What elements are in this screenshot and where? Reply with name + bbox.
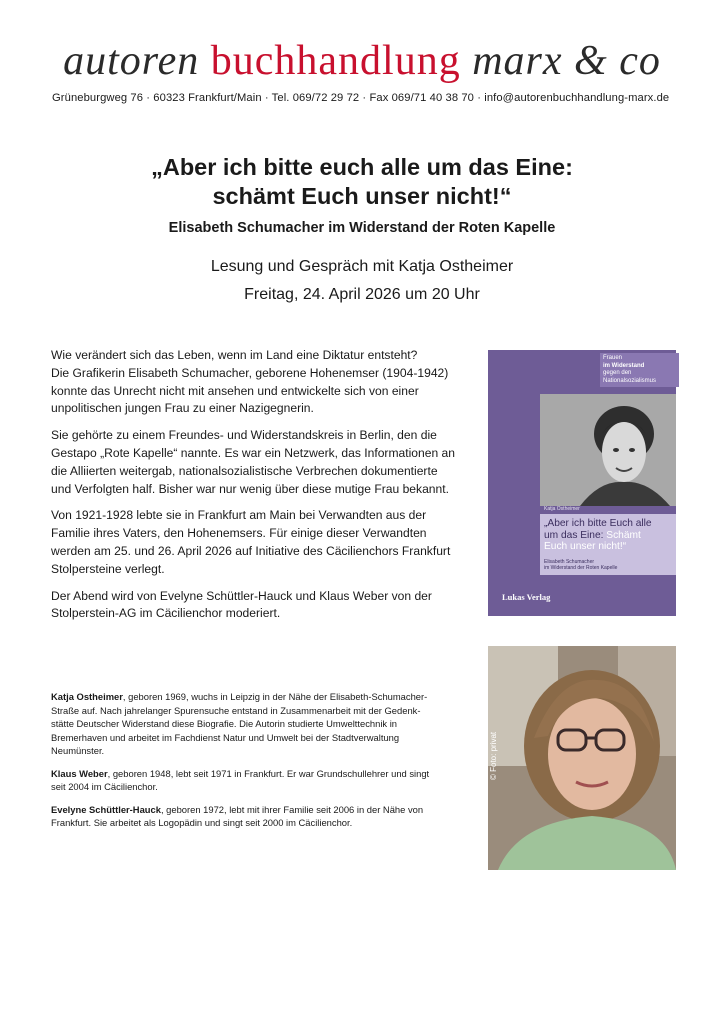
store-address: Grüneburgweg 76 · 60323 Frankfurt/Main · Tel. 069/72 29 72 · Fax 069/71 40 38 70 · info@autorenbuchhandlung-marx.de xyxy=(52,92,670,104)
text-line: Der Abend wird von Evelyne Schüttler-Hauck und Klaus Weber von der xyxy=(51,588,432,603)
bio-klaus-weber xyxy=(51,767,451,794)
bio-name: Evelyne Schüttler-Hauck xyxy=(51,803,161,815)
event-date: Freitag, 24. April 2026 um 20 Uhr xyxy=(244,286,480,303)
text-line: die Alliierten weitergab, nationalsozialistische Verbrechen dokumentierte xyxy=(51,463,438,478)
text-line: stätte Deutscher Widerstand diese Biografie. Die Autorin studierte Umwelttechnik in xyxy=(51,718,397,729)
text-line: Die Grafikerin Elisabeth Schumacher, geborene Hohenemser (1904-1942) xyxy=(51,365,449,380)
logo-part-buchhandlung: buchhandlung xyxy=(210,38,461,84)
portrait-photo-elisabeth xyxy=(540,394,676,506)
bio-name: Katja Ostheimer xyxy=(51,691,123,702)
cover-subtitle-line: im Widerstand der Roten Kapelle xyxy=(544,565,618,571)
cover-title-line: „Aber ich bitte Euch alle xyxy=(544,518,652,529)
text-line: Stolpersteine verlegt. xyxy=(51,561,165,576)
paragraph-moderation xyxy=(51,588,471,624)
text-line: Wie verändert sich das Leben, wenn im Land eine Diktatur entsteht? xyxy=(51,348,418,362)
bio-evelyne-schuettler-hauck xyxy=(51,803,451,830)
series-line: Frauen xyxy=(603,355,623,361)
text-line: seit 2004 im Cäcilienchor. xyxy=(51,781,158,792)
text-line: konnte das Unrecht nicht mit ansehen und entwickelte sich von einer xyxy=(51,383,419,398)
portrait-illustration xyxy=(540,394,676,506)
logo-part-autoren: autoren xyxy=(63,38,200,84)
bio-name: Klaus Weber xyxy=(51,767,108,779)
event-format: Lesung und Gespräch mit Katja Ostheimer xyxy=(210,258,514,275)
text-line: Familie ihres Vaters, den Hohenemsers. Für einige dieser Verwandten xyxy=(51,526,427,541)
text-line: Straße auf. Nach jahrelanger Spurensuche entstand in Zusammenarbeit mit der Gedenk- xyxy=(51,704,421,716)
cover-subtitle xyxy=(544,559,672,571)
text-line: Gestapo „Rote Kapelle“ nannte. Es war ein Netzwerk, das Informationen an xyxy=(51,445,456,460)
text-line: Neumünster. xyxy=(51,745,105,756)
event-description xyxy=(51,347,471,632)
text-line: Stolperstein-AG im Cäcilienchor moderiert. xyxy=(51,606,281,621)
event-title-line-2: schämt Euch unser nicht!“ xyxy=(212,183,512,209)
event-title xyxy=(0,153,724,211)
cover-title-highlight: Euch unser nicht!“ xyxy=(544,541,627,552)
paragraph-intro xyxy=(51,347,471,418)
book-cover xyxy=(488,350,676,616)
photo-credit: © Foto: privat xyxy=(489,731,498,780)
cover-subtitle-line: Elisabeth Schumacher xyxy=(544,559,595,565)
publisher-label: Lukas Verlag xyxy=(502,592,551,602)
cover-author: Katja Ostheimer xyxy=(544,506,580,512)
text-line: Sie gehörte zu einem Freundes- und Widerstandskreis in Berlin, den die xyxy=(51,428,437,443)
event-subtitle: Elisabeth Schumacher im Widerstand der Roten Kapelle xyxy=(168,220,556,236)
logo-part-marx: marx & co xyxy=(472,38,661,84)
author-photo xyxy=(488,646,676,870)
paragraph-frankfurt xyxy=(51,507,471,578)
biographies xyxy=(51,690,451,839)
text-line: Frankfurt. Sie arbeitet als Logopädin und singt seit 2000 im Cäcilienchor. xyxy=(51,817,353,828)
cover-title-highlight: Schämt xyxy=(606,529,641,541)
series-label xyxy=(600,353,679,387)
text-line: , geboren 1948, lebt seit 1971 in Frankfurt. Er war Grundschullehrer und singt xyxy=(107,767,430,779)
cover-title-box xyxy=(540,514,676,575)
series-line: Nationalsozialismus xyxy=(603,377,657,384)
event-title-line-1: „Aber ich bitte euch alle um das Eine: xyxy=(151,154,573,180)
series-line: gegen den xyxy=(603,370,632,376)
text-line: und Verfolgten half. Bisher war nur wenig über diese mutige Frau bekannt. xyxy=(51,481,449,496)
text-line: Bremerhaven und arbeitet im Fachdienst Natur und Umwelt bei der Stadtverwaltung xyxy=(51,731,400,743)
text-line: werden am 25. und 26. April 2026 auf Initiative des Cäcilienchors Frankfurt xyxy=(51,543,451,558)
text-line: , geboren 1972, lebt mit ihrer Familie seit 2006 in der Nähe von xyxy=(160,803,424,815)
cover-title-line: um das Eine: xyxy=(544,529,607,541)
text-line: unpolitischen jungen Frau zu einer Nazigegnerin. xyxy=(51,401,314,416)
bio-katja-ostheimer xyxy=(51,690,451,758)
author-photo-illustration xyxy=(488,646,676,870)
paragraph-rote-kapelle xyxy=(51,427,471,498)
text-line: Von 1921-1928 lebte sie in Frankfurt am Main bei Verwandten aus der xyxy=(51,508,427,523)
cover-title xyxy=(544,518,672,553)
bookstore-logo xyxy=(0,38,724,84)
text-line: , geboren 1969, wuchs in Leipzig in der Nähe der Elisabeth-Schumacher- xyxy=(122,691,428,702)
series-line: im Widerstand xyxy=(603,362,645,369)
